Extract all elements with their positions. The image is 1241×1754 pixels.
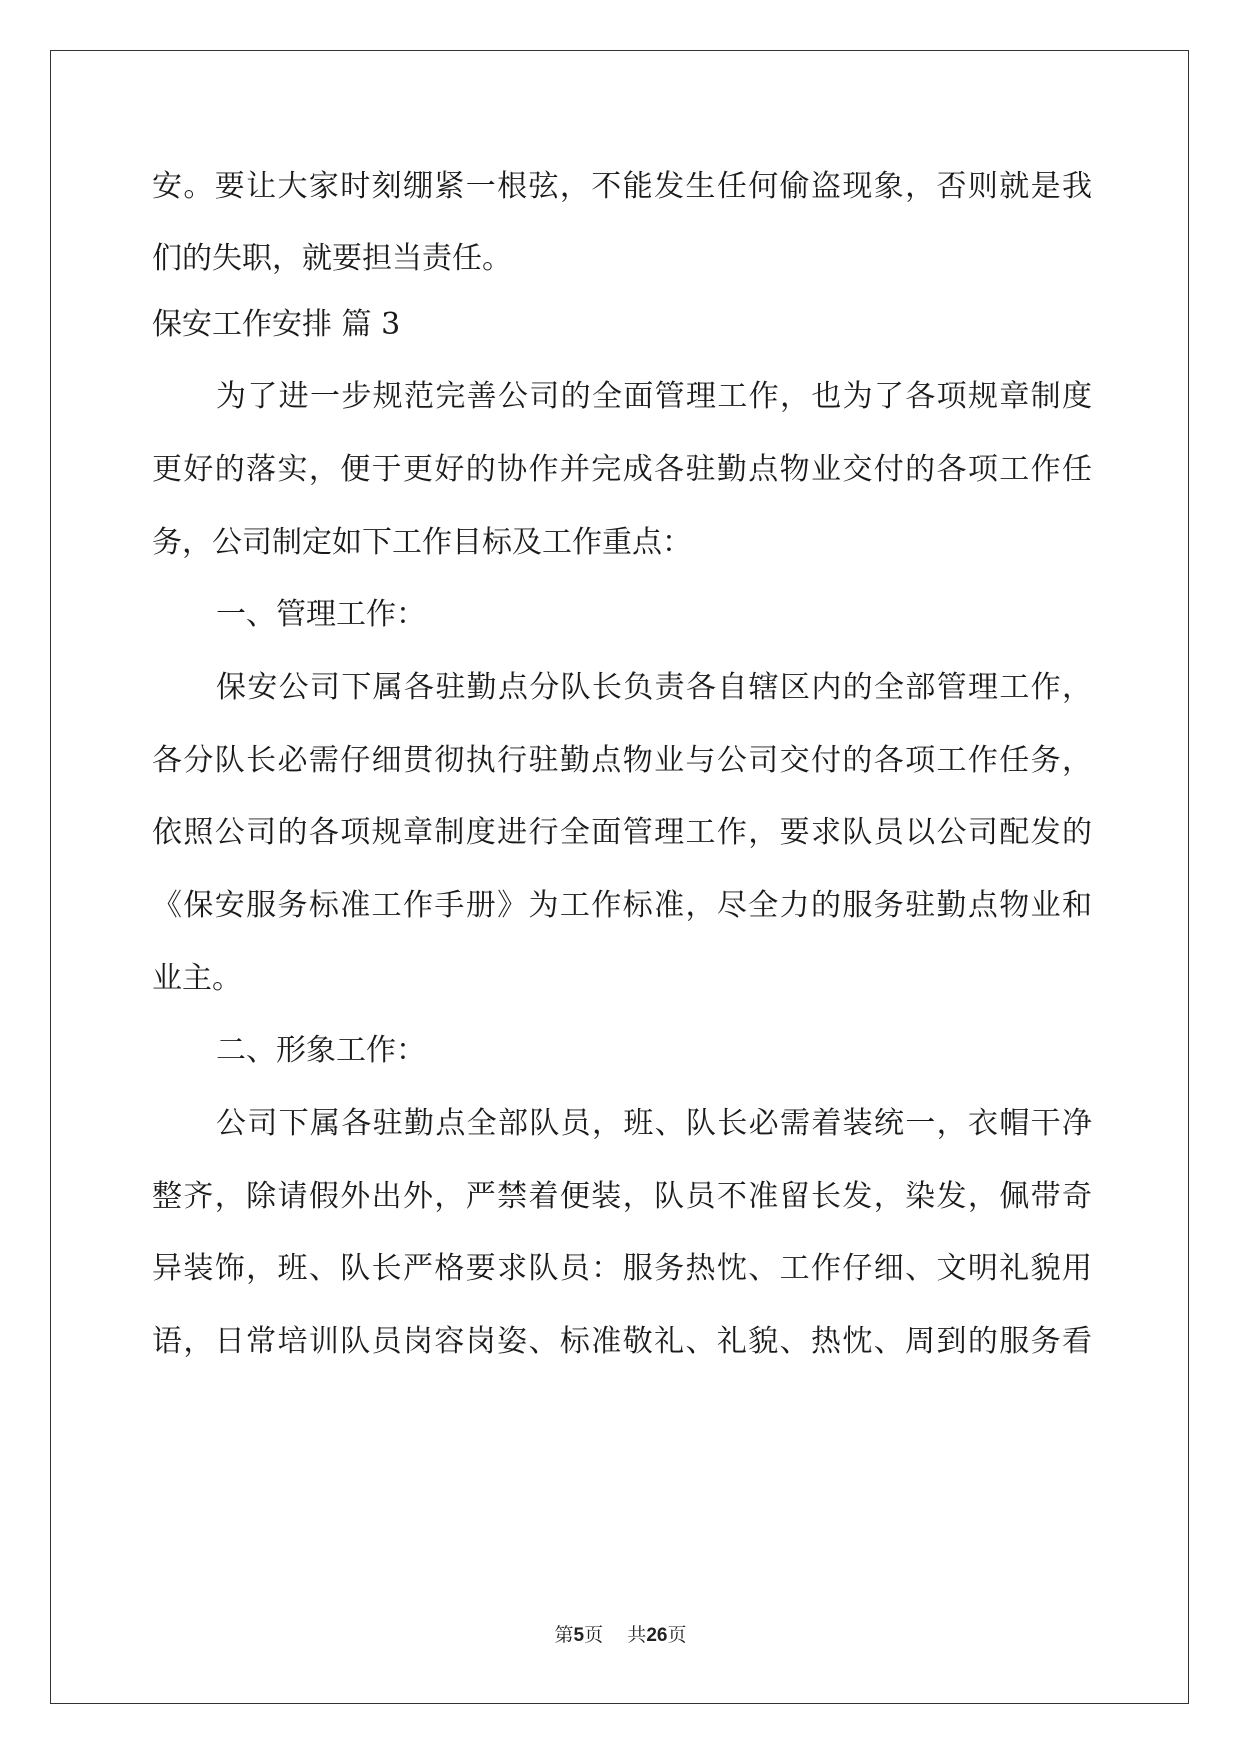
paragraph-line: 异装饰，班、队长严格要求队员：服务热忱、工作仔细、文明礼貌用 xyxy=(152,1251,1092,1286)
footer-total-prefix: 共 xyxy=(627,1624,647,1646)
footer-total-suffix: 页 xyxy=(667,1624,687,1646)
item-one-heading: 一、管理工作： xyxy=(216,597,426,632)
page-border xyxy=(50,50,1189,1704)
paragraph-line: 更好的落实，便于更好的协作并完成各驻勤点物业交付的各项工作任 xyxy=(152,452,1092,487)
paragraph-line: 语，日常培训队员岗容岗姿、标准敬礼、礼貌、热忱、周到的服务看 xyxy=(152,1324,1092,1359)
current-page-number: 5 xyxy=(573,1625,585,1646)
paragraph-line: 安。要让大家时刻绷紧一根弦，不能发生任何偷盗现象，否则就是我 xyxy=(152,169,1092,204)
paragraph-line: 依照公司的各项规章制度进行全面管理工作，要求队员以公司配发的 xyxy=(152,815,1092,850)
paragraph-line: 们的失职，就要担当责任。 xyxy=(152,241,512,276)
paragraph-line: 保安公司下属各驻勤点分队长负责各自辖区内的全部管理工作， xyxy=(216,670,1092,705)
paragraph-line: 业主。 xyxy=(152,961,242,996)
paragraph-line: 公司下属各驻勤点全部队员，班、队长必需着装统一，衣帽干净 xyxy=(216,1106,1092,1141)
item-two-heading: 二、形象工作： xyxy=(216,1033,426,1068)
paragraph-line: 务，公司制定如下工作目标及工作重点： xyxy=(152,525,692,560)
total-pages-number: 26 xyxy=(646,1625,668,1646)
paragraph-line: 各分队长必需仔细贯彻执行驻勤点物业与公司交付的各项工作任务， xyxy=(152,743,1092,778)
footer-page-suffix: 页 xyxy=(584,1624,604,1646)
paragraph-line: 《保安服务标准工作手册》为工作标准，尽全力的服务驻勤点物业和 xyxy=(152,888,1092,923)
paragraph-line: 整齐，除请假外出外，严禁着便装，队员不准留长发，染发，佩带奇 xyxy=(152,1179,1092,1214)
footer-prefix: 第 xyxy=(554,1624,574,1646)
page-footer xyxy=(0,1620,1241,1647)
paragraph-line: 为了进一步规范完善公司的全面管理工作，也为了各项规章制度 xyxy=(216,379,1092,414)
section-heading: 保安工作安排 篇 3 xyxy=(152,307,401,342)
